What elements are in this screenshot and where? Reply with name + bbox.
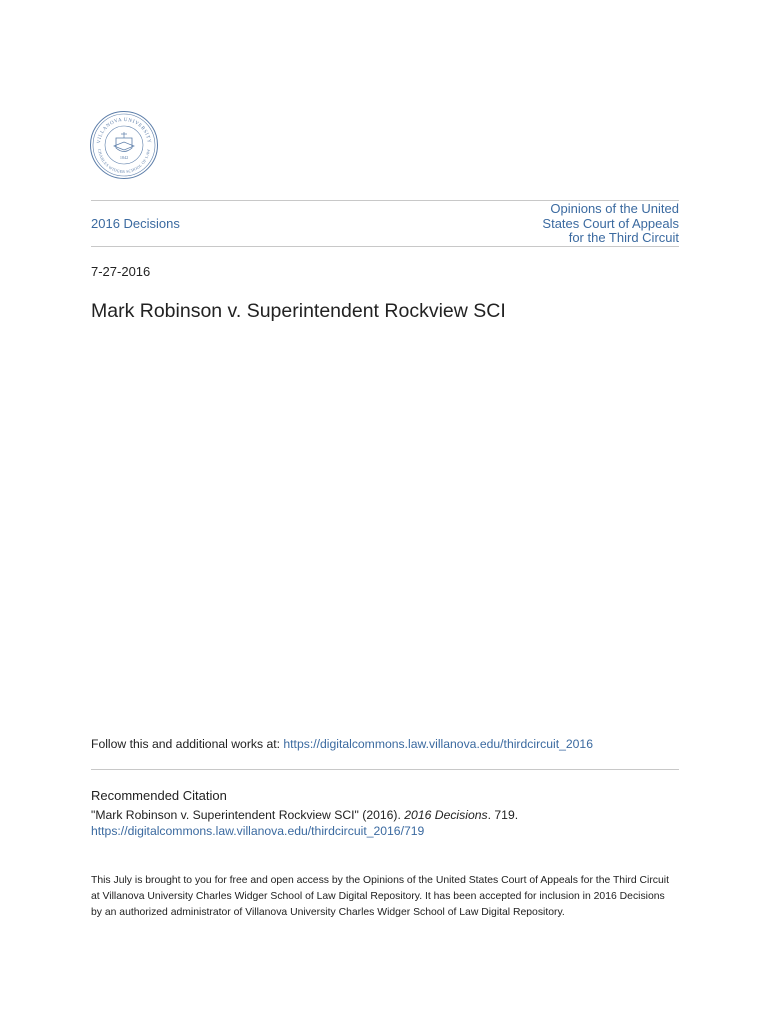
svg-text:CHARLES WIDGER SCHOOL OF LAW xyxy=(97,149,151,174)
header-bottom-rule xyxy=(91,246,679,247)
series-link-line-1: Opinions of the United xyxy=(550,201,679,216)
seal-outer-text: VILLANOVA UNIVERSITY xyxy=(96,117,152,144)
access-statement: This July is brought to you for free and open access by the Opinions of the United States Court of Appeals for the Third Circuit at Villanova University Charles Widger School of Law Digital Repository. It has been accepted for inclusion in 2016 Decisions by an authorized administrator of Villanova University Charles Widger School of Law Digital Repository. xyxy=(91,875,669,918)
svg-text:VILLANOVA UNIVERSITY xyxy=(97,118,151,144)
citation-top-rule xyxy=(91,769,679,770)
collection-url-link[interactable]: https://digitalcommons.law.villanova.edu/thirdcircuit_2016 xyxy=(283,737,593,751)
series-link-line-2: States Court of Appeals xyxy=(542,215,679,231)
seal-inner-text: CHARLES WIDGER SCHOOL OF LAW xyxy=(97,148,151,175)
series-link[interactable] xyxy=(479,202,679,246)
recommended-citation-body xyxy=(91,807,679,839)
citation-url-link[interactable]: https://digitalcommons.law.villanova.edu/thirdcircuit_2016/719 xyxy=(91,824,425,838)
series-link-line-3: for the Third Circuit xyxy=(568,230,679,246)
recommended-citation-heading: Recommended Citation xyxy=(91,788,227,803)
follow-line xyxy=(91,737,593,751)
seal-year: 1842 xyxy=(119,155,129,160)
citation-text-italic: 2016 Decisions xyxy=(404,808,488,822)
citation-text-pre: "Mark Robinson v. Superintendent Rockview SCI" (2016). xyxy=(91,808,405,822)
decision-date: 7-27-2016 xyxy=(91,264,151,279)
collection-link[interactable]: 2016 Decisions xyxy=(91,216,180,231)
document-title: Mark Robinson v. Superintendent Rockview SCI xyxy=(91,300,506,322)
citation-text-post: . 719. xyxy=(487,808,519,822)
university-seal-logo xyxy=(89,110,159,180)
follow-prefix: Follow this and additional works at: xyxy=(91,737,284,751)
